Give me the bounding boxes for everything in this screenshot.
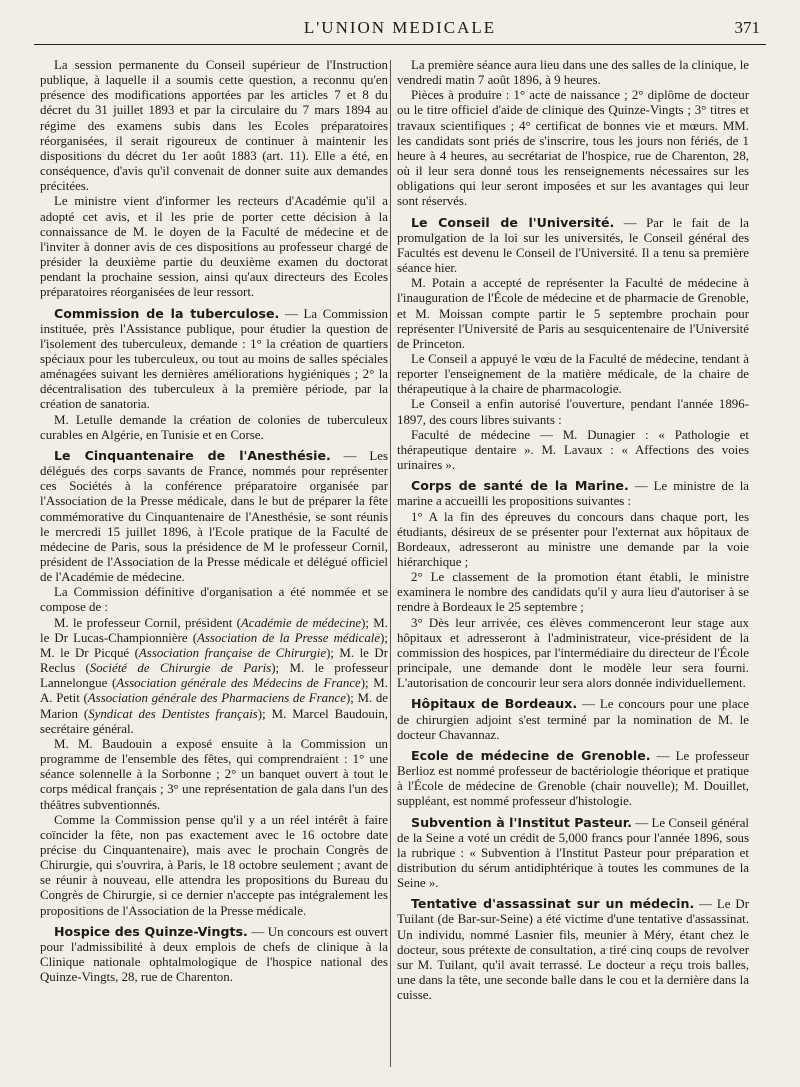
page-number: 371: [734, 18, 760, 37]
article-heading: Hospice des Quinze-Vingts.: [54, 923, 248, 939]
article-heading: Le Conseil de l'Université.: [411, 214, 615, 230]
italic-run: Société de Chirurgie de Paris: [89, 661, 272, 676]
article-heading: Ecole de médecine de Grenoble.: [411, 747, 651, 763]
header-rule: [34, 44, 766, 45]
paragraph: Le Conseil a appuyé le vœu de la Faculté de médecine, tendant à reporter l'enseignement de la matière médicale, de la chaire de thérapeutique à la chaire de pharmacologie.: [397, 351, 749, 397]
paragraph: Comme la Commission pense qu'il y a un réel intérêt à faire coïncider la fête, non pas exactement avec le 16 octobre date précise du Cinquantenaire), mais avec le prochain Congrès de Chirurgie, qui s'ouvrira, à Paris, le 18 octobre seulement ; avant de se réunir à nouveau, elle attendra les propositions du Bureau du Congrès de Chirurgie, si ce dernier n'accepte pas intégralement les propositions de l'Association de la Presse médicale.: [40, 812, 388, 918]
paragraph: La Commission définitive d'organisation a été nommée et se compose de :: [40, 585, 388, 615]
italic-run: Syndicat des Dentistes français: [88, 706, 258, 721]
paragraph: 2° Le classement de la promotion étant établi, le ministre examinera le nombre des candidats qu'il y aura lieu d'autoriser à se rendre à Bordeaux le 25 septembre ;: [397, 570, 749, 615]
italic-run: Association de la Presse médicale: [197, 630, 381, 645]
italic-run: Association générale des Médecins de France: [116, 676, 361, 691]
paragraph: Le Conseil a enfin autorisé l'ouverture, pendant l'année 1896-1897, des cours libres suivants :: [397, 397, 749, 427]
text-run: ); M. A. Petit (: [40, 676, 388, 706]
text-run: ); M. le Dr Reclus (: [40, 645, 388, 676]
text-run: ); M. le Dr Picqué (: [40, 630, 388, 660]
article-text: — Le ministre de la marine a accueilli les propositions suivantes :: [397, 479, 749, 509]
article-text: — Par le fait de la promulgation de la loi sur les universités, le Conseil général des Facultés est devenu le Conseil de l'Université. Il a tenu sa première séance hier.: [397, 215, 749, 276]
article-assassinat: [397, 896, 749, 1003]
text-run: ); M. de Marion (: [40, 691, 388, 721]
paragraph: La session permanente du Conseil supérieur de l'Instruction publique, à laquelle il a soumis cette question, a reconnu qu'en présence des modifications apportées par les articles 7 et 8 du décret du 31 juillet 1893 et par la circulaire du 7 mars 1894 au régime des examens subis dans les Ecoles préparatoires réorganisées, il serait rigoureux de continuer à maintenir les dispositions du décret du 1er août 1883 (art. 11). Elle a été, en conséquence, d'avis qu'il convenait de donner suite aux demandes précitées.: [40, 58, 388, 194]
paragraph: M. Potain a accepté de représenter la Faculté de médecine à l'inauguration de l'École de médecine et de pharmacie de Grenoble, et M. Moissan compte partir le 5 septembre prochain pour représenter l'Université de Paris au sesquicentenaire de l'Université de Princeton.: [397, 276, 749, 351]
paragraph: Pièces à produire : 1° acte de naissance ; 2° diplôme de docteur ou le titre officiel d'aide de clinique des Quinze-Vingts ; 3° titres et travaux scientifiques ; 4° certificat de bonnes vie et mœurs. MM. les candidats sont priés de s'inscrire, tous les jours non fériés, de 1 heure à 4 heures, au secrétariat de l'hospice, rue de Charenton, 28, où il leur sera donné tous les renseignements nécessaires sur les obligations qui leur seront imposées et sur les avantages qui leur sont réservés.: [397, 88, 749, 209]
article-text: — Le Conseil général de la Seine a voté un crédit de 5,000 francs pour l'année 1896, sous la rubrique : « Subvention à l'Institut Pasteur pour préparation et distribution du sérum antidiphtérique à toutes les communes de la Seine ».: [397, 815, 749, 891]
article-text: — La Commission instituée, près l'Assistance publique, pour étudier la question de l'isolement des tuberculeux, demande : 1° la création de quartiers spéciaux pour les tuberculeux, ou tout au moins de salles spéciales aménagées suivant les dernières améliorations hygiéniques ; 2° la décentralisation des tuberculeux à la première période, par la création de sanatoria.: [40, 306, 388, 412]
article-pasteur: [397, 815, 749, 892]
paragraph: 3° Dès leur arrivée, ces élèves commenceront leur stage aux hôpitaux et adresseront à l'administrateur, vice-président de la commission des hospices, par l'intermédiaire du directeur de l'École principale, une demande dont le modèle leur sera fourni. L'autorisation de concourir leur sera alors donnée individuellement.: [397, 615, 749, 691]
italic-run: Académie de médecine: [240, 615, 362, 630]
article-heading: Hôpitaux de Bordeaux.: [411, 696, 578, 712]
right-column: [397, 58, 749, 1073]
article-marine: [397, 478, 749, 509]
paragraph: Faculté de médecine — M. Dunagier : « Pathologie et thérapeutique dentaire ». M. Lavaux : « Affections des voies urinaires ».: [397, 427, 749, 473]
article-text: — Le Dr Tuilant (de Bar-sur-Seine) a été victime d'une tentative d'assassinat. Un individu, nommé Lasnier fils, meunier à Méry, étant chez le docteur, sous prétexte de consultation, a tiré cinq coups de revolver sur M. Tuilant, qu'il avait terrassé. Le docteur a reçu trois balles, une dans la tête, une seconde balle dans le cou et la dernière dans la cuisse.: [397, 897, 749, 1003]
paragraph-commission-members: [40, 616, 388, 737]
article-heading: Corps de santé de la Marine.: [411, 478, 629, 494]
article-text: — Le professeur Berlioz est nommé professeur de bactériologie théorique et pratique à l'École de médecine de Grenoble (chair nouvelle); M. Douillet, suppléant, est nommé professeur d'histologie.: [397, 748, 749, 809]
article-anesthesie: [40, 448, 388, 585]
paragraph: La première séance aura lieu dans une des salles de la clinique, le vendredi matin 7 août 1896, à 9 heures.: [397, 58, 749, 88]
text-run: M. le professeur Cornil, président (: [54, 615, 241, 630]
article-bordeaux: [397, 696, 749, 742]
text-run: ); M. Marcel Baudouin, secrétaire général.: [40, 706, 388, 736]
journal-title: L'UNION MEDICALE: [303, 18, 497, 37]
article-heading: Le Cinquantenaire de l'Anesthésie.: [54, 447, 331, 463]
left-column: [40, 58, 388, 1073]
column-divider: [390, 60, 391, 1067]
paragraph: 1° A la fin des épreuves du concours dans chaque port, les étudiants, désireux de se présenter pour l'externat aux hôpitaux de Bordeaux, adresseront au ministre une demande par la voie hiérarchique ;: [397, 509, 749, 569]
text-run: ); M. le professeur Lannelongue (: [40, 661, 388, 691]
article-text: — Les délégués des corps savants de France, nommés pour représenter ces Sociétés à la conférence préparatoire organisée par l'Association de la Presse médicale, dans le but de préparer la fête commémorative du Cinquantenaire de l'Anesthésie, se sont réunis le mercredi 15 juillet 1896, à l'Ecole pratique de la Faculté de médecine de Paris, sous la présidence de M le professeur Cornil, président de l'Association de la Presse médicale et délégué officiel de l'Académie de médecine.: [40, 448, 388, 585]
article-heading: Commission de la tuberculose.: [54, 305, 280, 321]
text-run: ); M. le Dr Lucas-Championnière (: [40, 615, 388, 645]
article-heading: Tentative d'assassinat sur un médecin.: [411, 896, 695, 912]
article-heading: Subvention à l'Institut Pasteur.: [411, 814, 632, 830]
article-text: — Un concours est ouvert pour l'admissibilité à deux emplois de chefs de clinique à la Clinique nationale ophtalmologique de l'hospice national des Quinze-Vingts, 28, rue de Charenton.: [40, 924, 388, 985]
article-tuberculose: [40, 306, 388, 413]
paragraph: M. M. Baudouin a exposé ensuite à la Commission un programme de l'ensemble des fêtes, qui comprendraient : 1° une séance solennelle à la Sorbonne ; 2° un banquet ouvert à tout le corps médical français ; 3° une représentation de gala dans l'un des théâtres subventionnés.: [40, 736, 388, 812]
running-header: [34, 14, 766, 42]
article-universite: [397, 215, 749, 277]
paragraph: Le ministre vient d'informer les recteurs d'Académie qu'il a adopté cet avis, et il les prie de porter cette décision à la connaissance de M. le doyen de la Faculté de médecine et de l'inviter à donner avis de ces dispositions au professeur chargé de présider la deuxième partie du deuxième examen du doctorat pendant la prochaine session, ainsi qu'aux directeurs des Ecoles préparatoires réorganisées de leur ressort.: [40, 194, 388, 300]
paragraph: M. Letulle demande la création de colonies de tuberculeux curables en Algérie, en Tunisie et en Corse.: [40, 412, 388, 442]
article-quinze-vingts: [40, 924, 388, 986]
italic-run: Association française de Chirurgie: [138, 645, 327, 660]
article-text: — Le concours pour une place de chirurgien adjoint s'est terminé par la nomination de M. le docteur Chavannaz.: [397, 697, 749, 742]
italic-run: Association générale des Pharmaciens de France: [87, 691, 346, 706]
article-grenoble: [397, 748, 749, 810]
